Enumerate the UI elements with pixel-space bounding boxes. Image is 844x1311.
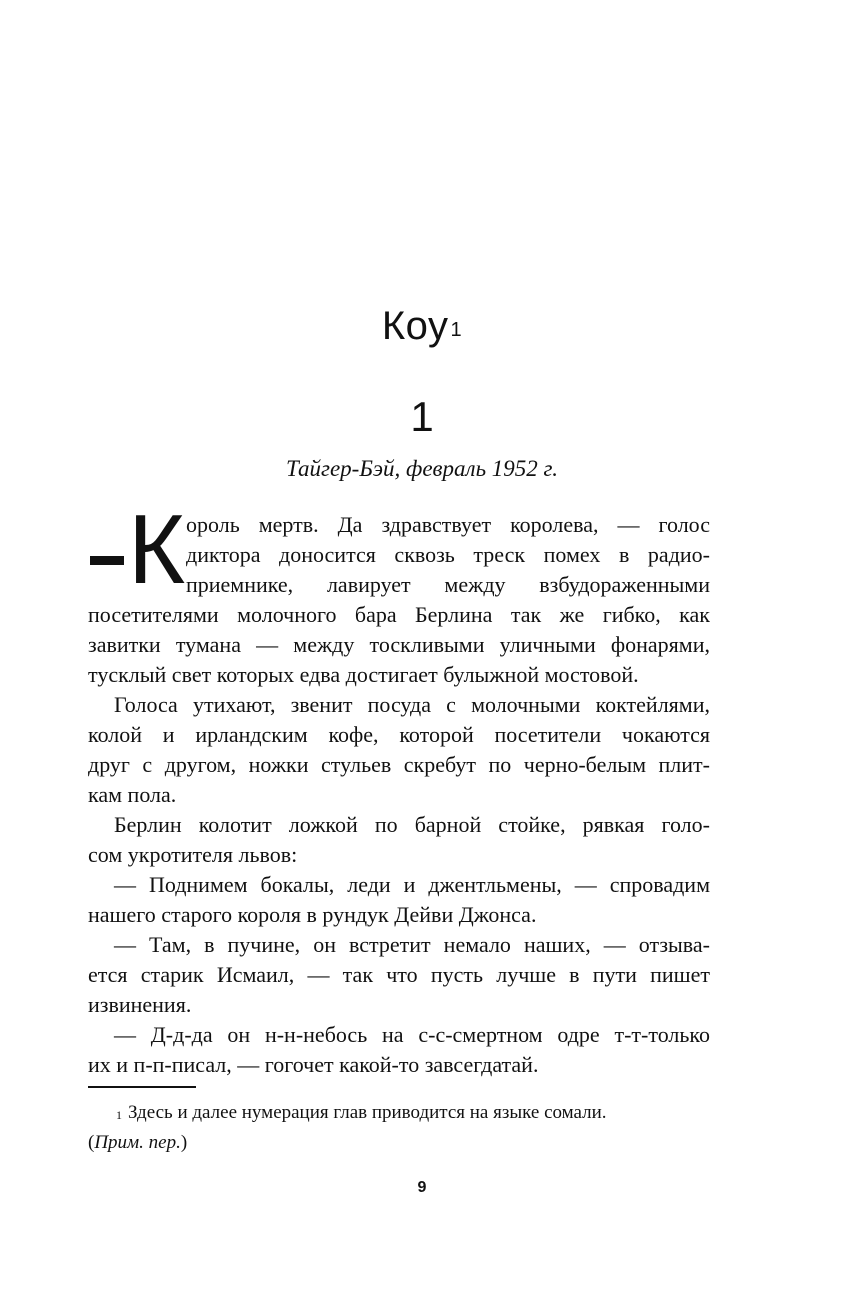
part-title-text: Коу (381, 304, 449, 348)
footnote (88, 1098, 710, 1158)
text-line: приемнике, лавирует между взбудораженными (186, 572, 710, 597)
text-line: посетителями молочного бара Берлина так же гибко, как (88, 602, 710, 627)
text-line: тусклый свет которых едва достигает булыжной мостовой. (88, 662, 639, 687)
text-line: Голоса утихают, звенит посуда с молочными коктейлями, (114, 692, 710, 717)
text-line: ется старик Исмаил, — так что пусть лучше в пути пишет (88, 962, 710, 987)
text-line: диктора доносится сквозь треск помех в радио- (186, 542, 710, 567)
paragraph-5 (88, 930, 710, 1020)
text-line: Берлин колотит ложкой по барной стойке, рявкая голо- (114, 812, 710, 837)
text-line: — Там, в пучине, он встретит немало наших, — отзыва- (114, 932, 710, 957)
footnote-note: Прим. пер. (94, 1132, 181, 1153)
paragraph-1 (88, 494, 710, 690)
footnote-divider (88, 1086, 196, 1088)
paragraph-6 (88, 1020, 710, 1080)
part-title-footnote-mark: 1 (450, 319, 463, 341)
paragraph-2 (88, 690, 710, 810)
paragraph-3 (88, 810, 710, 870)
main-text (88, 494, 710, 1080)
footnote-note-open: ( (88, 1132, 95, 1153)
chapter-number: 1 (410, 393, 434, 440)
text-line: их и п-п-писал, — гогочет какой-то завсегдатай. (88, 1052, 539, 1077)
paragraph-4 (88, 870, 710, 930)
footnote-mark: 1 (116, 1108, 122, 1122)
text-line: нашего старого короля в рундук Дейви Джонса. (88, 902, 537, 927)
text-line: друг с другом, ножки стульев скребут по черно-белым плит- (88, 752, 710, 777)
text-line: — Поднимем бокалы, леди и джентльмены, — спровадим (114, 872, 710, 897)
footnote-line-1 (88, 1098, 710, 1128)
text-line: — Д-д-да он н-н-небось на с-с-смертном одре т-т-только (114, 1022, 710, 1047)
drop-cap-dash (90, 556, 124, 565)
text-line: завитки тумана — между тоскливыми уличными фонарями, (88, 632, 710, 657)
text-line: сом укротителя львов: (88, 842, 298, 867)
text-line: колой и ирландским кофе, которой посетители чокаются (88, 722, 710, 747)
text-line: кам пола. (88, 782, 177, 807)
drop-cap-letter: К (128, 494, 186, 604)
footnote-text: Здесь и далее нумерация глав приводится на языке сомали. (128, 1102, 607, 1123)
part-title (0, 298, 844, 354)
text-line: извинения. (88, 992, 192, 1017)
text-line: ороль мертв. Да здравствует королева, — голос (186, 512, 710, 537)
footnote-line-2 (88, 1128, 710, 1158)
footnote-note-close: ) (180, 1132, 188, 1153)
page-number: 9 (417, 1179, 427, 1196)
chapter-setting: Тайгер-Бэй, февраль 1952 г. (286, 456, 558, 481)
drop-cap (88, 494, 188, 604)
